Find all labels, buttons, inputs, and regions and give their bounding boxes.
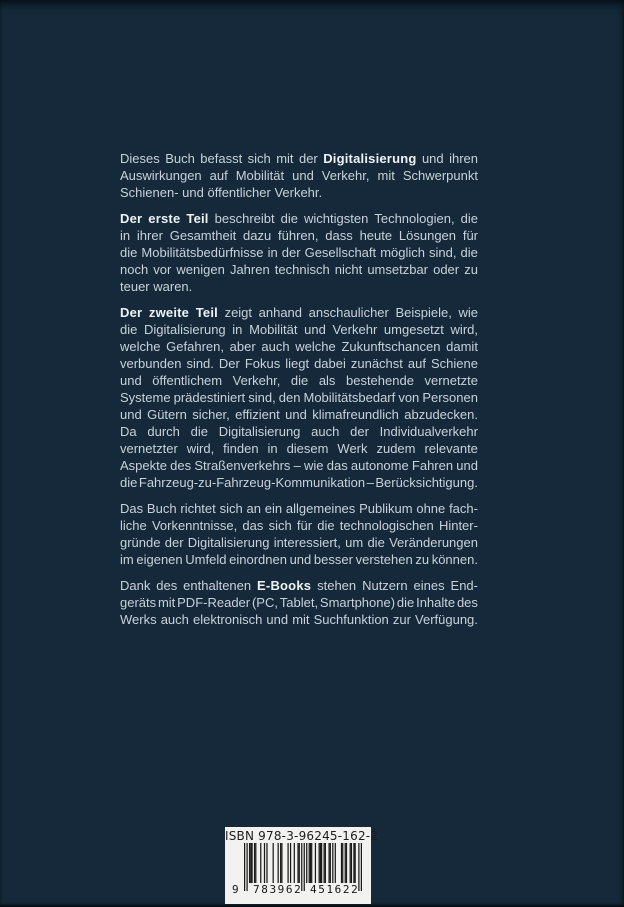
text-line: Das Buch richtet sich an ein allgemeines Publikum ohne fach- xyxy=(120,501,478,516)
isbn-barcode-panel xyxy=(225,827,379,904)
text-line: Da durch die Digitalisierung auch der Individualverkehr xyxy=(120,424,478,439)
text-line: Auswirkungen auf Mobilität und Verkehr, mit Schwerpunkt xyxy=(120,168,478,183)
text-line: teuer waren. xyxy=(120,279,193,294)
paragraph xyxy=(120,304,478,491)
text-line: und öffentlichem Verkehr, die als bestehende vernetzte xyxy=(120,373,478,388)
barcode-digits-left-group: 783962 xyxy=(253,883,303,896)
barcode-digits-right-group: 451622 xyxy=(310,883,360,896)
paragraph xyxy=(120,577,478,628)
text-line: geräts mit PDF-Reader (PC, Tablet, Smartphone) die Inhalte des xyxy=(120,595,478,610)
text-line: Schienen- und öffentlicher Verkehr. xyxy=(120,185,323,200)
text-line: Aspekte des Straßenverkehrs – wie das autonome Fahren und xyxy=(120,458,478,473)
paragraph xyxy=(120,150,478,201)
text-line: noch vor wenigen Jahren technisch nicht umsetzbar oder zu xyxy=(120,262,478,277)
text-line: welche Gefahren, aber auch welche Zukunftschancen damit xyxy=(120,339,478,354)
blurb-text-block xyxy=(120,150,478,628)
text-line: die Fahrzeug-zu-Fahrzeug-Kommunikation – Berücksichtigung. xyxy=(120,475,478,490)
text-line: Systeme prädestiniert sind, den Mobilitätsbedarf von Personen xyxy=(120,390,478,405)
text-line: Der erste Teil beschreibt die wichtigsten Technologien, die xyxy=(120,211,478,226)
text-line: und Gütern sicher, effizient und klimafreundlich abzudecken. xyxy=(120,407,478,422)
text-line: Dank des enthaltenen E-Books stehen Nutzern eines End- xyxy=(120,578,478,593)
paragraph xyxy=(120,500,478,568)
text-line: in ihrer Gesamtheit dazu führen, dass heute Lösungen für xyxy=(120,228,478,243)
text-line: verbunden sind. Der Fokus liegt dabei zunächst auf Schiene xyxy=(120,356,478,371)
text-line: gründe der Digitalisierung interessiert, um die Veränderungen xyxy=(120,535,478,550)
text-line: im eigenen Umfeld einordnen und besser verstehen zu können. xyxy=(120,552,478,567)
text-line: liche Vorkenntnisse, das sich für die technologischen Hinter- xyxy=(120,518,478,533)
text-line: die Digitalisierung in Mobilität und Verkehr umgesetzt wird, xyxy=(120,322,478,337)
text-line: Dieses Buch befasst sich mit der Digitalisierung und ihren xyxy=(120,151,478,166)
text-line: Der zweite Teil zeigt anhand anschaulicher Beispiele, wie xyxy=(120,305,478,320)
barcode-digits xyxy=(225,883,371,897)
text-line: Werks auch elektronisch und mit Suchfunktion zur Verfügung. xyxy=(120,612,478,627)
isbn-number: ISBN 978-3-96245-162-2 xyxy=(225,829,379,843)
text-line: vernetzter wird, finden in diesem Werk zudem relevante xyxy=(120,441,478,456)
text-line: die Mobilitätsbedürfnisse in der Gesellschaft möglich sind, die xyxy=(120,245,478,260)
paragraph xyxy=(120,210,478,295)
barcode-lead-digit: 9 xyxy=(232,883,241,896)
